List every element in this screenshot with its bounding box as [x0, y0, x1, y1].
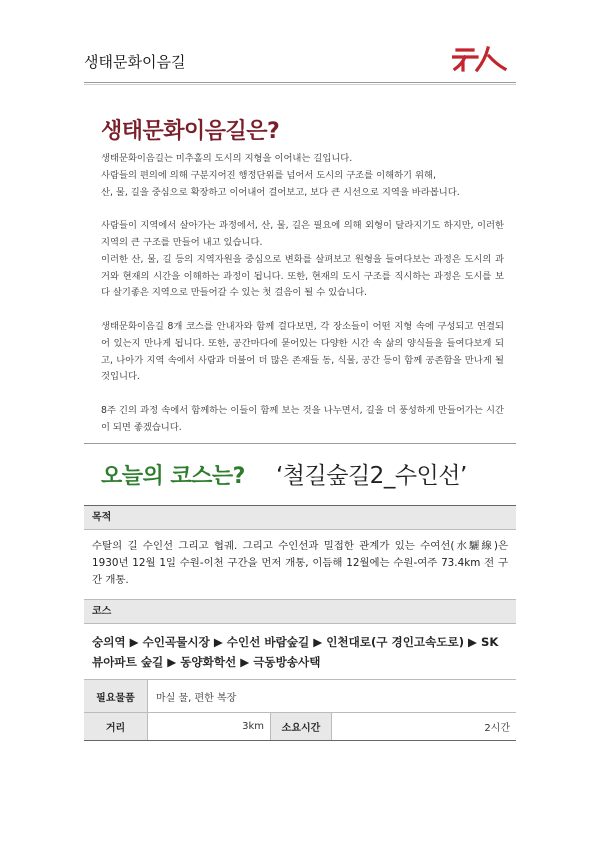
distance-value: 3km [148, 713, 271, 740]
course-route: 숭의역 ▶ 수인곡물시장 ▶ 수인선 바람숲길 ▶ 인천대로(구 경인고속도로) ▶ SK뷰아파트 숲길 ▶ 동양화학선 ▶ 극동방송사택 [84, 624, 516, 680]
header-divider-secondary [84, 84, 516, 85]
document-header-title: 생태문화이음길 [84, 53, 186, 71]
intro-paragraph-2: 사람들이 지역에서 살아가는 과정에서, 산, 물, 길은 필요에 의해 외형이 달라지기도 하지만, 이러한 지역의 큰 구조를 만들어 내고 있습니다. 이러한 산, 물, 길 등의 지역자원을 중심으로 변화를 살펴보고 원형을 들여다보는 과정은 도시의 과거와 현재의 시간을 이해하는 과정이 됩니다. 또한, 현재의 도시 구조를 직시하는 과정은 도시를 보다 살기좋은 지역으로 만들어갈 수 있는 첫 걸음이 될 수 있습니다. [101, 220, 504, 299]
purpose-label: 목적 [84, 506, 516, 530]
purpose-text: 수탈의 길 수인선 그리고 협궤. 그리고 수인선과 밀접한 관계가 있는 수여선(水驪線)은 1930년 12월 1일 수원-이천 구간을 먼저 개통, 이듬해 12월에는 수원-여주 73.4km 전 구간 개통. [84, 530, 516, 600]
intro-body [101, 151, 504, 437]
ex-logo-icon [452, 46, 514, 72]
today-course-name: ‘철길숲길2_수인선’ [276, 463, 467, 489]
course-info-table [84, 505, 516, 741]
time-label: 소요시간 [271, 713, 332, 740]
distance-label: 거리 [84, 713, 148, 740]
intro-paragraph-4: 8주 긴의 과정 속에서 함께하는 이들이 함께 보는 것을 나누면서, 길을 더 풍성하게 만들어가는 시간이 되면 좋겠습니다. [101, 404, 504, 433]
intro-paragraph-3: 생태문화이음길 8개 코스를 안내자와 함께 걸다보면, 각 장소들이 어떤 지형 속에 구성되고 연결되어 있는지 만나게 됩니다. 또한, 공간마다에 묻어있는 다양한 시간 속 삶의 양식들을 들여다보게 되고, 나아가 지역 속에서 사람과 더불어 더 많은 존재들 동, 식물, 공간 등이 함께 공존함을 만나게 될 것입니다. [101, 320, 504, 383]
today-course-heading: 오늘의 코스는? [101, 464, 245, 489]
time-value: 2시간 [484, 723, 510, 734]
items-row [84, 680, 516, 713]
distance-time-row [84, 713, 516, 740]
course-label: 코스 [84, 600, 516, 624]
intro-paragraph-1: 생태문화이음길는 미추홀의 도시의 지형을 이어내는 길입니다. 사람들의 편의에 의해 구분지어진 행정단위를 넘어서 도시의 구조를 이해하기 위해, 산, 물, 길을 중심으로 확장하고 이어내어 걸어보고, 보다 큰 시선으로 지역을 바라봅니다. [101, 153, 460, 198]
section-divider [84, 443, 516, 444]
items-value: 마실 물, 편한 복장 [156, 692, 237, 704]
items-label: 필요물품 [84, 680, 148, 712]
intro-heading: 생태문화이음길은? [101, 119, 280, 144]
header-divider [84, 82, 516, 83]
